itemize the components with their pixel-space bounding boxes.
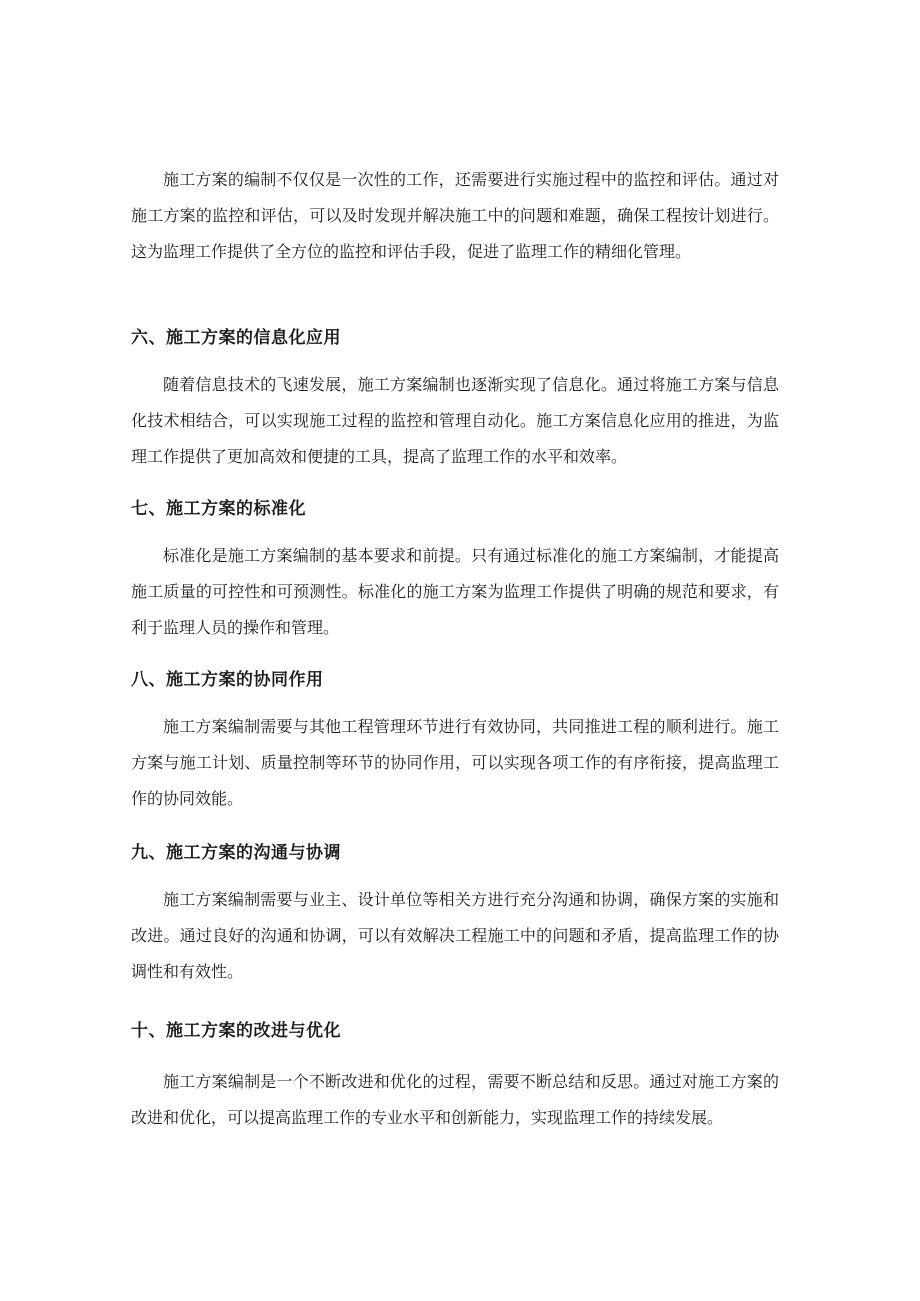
section-9 (131, 838, 779, 868)
section-heading: 六、施工方案的信息化应用 (131, 328, 341, 348)
section-6-body (131, 367, 779, 475)
section-7 (131, 494, 779, 524)
section-8 (131, 665, 779, 695)
section-heading: 七、施工方案的标准化 (131, 499, 306, 519)
section-paragraph: 随着信息技术的飞速发展，施工方案编制也逐渐实现了信息化。通过将施工方案与信息化技术相结合，可以实现施工过程的监控和管理自动化。施工方案信息化应用的推进，为监理工作提供了更加高效和便捷的工具，提高了监理工作的水平和效率。 (131, 375, 779, 466)
section-10-body (131, 1064, 779, 1136)
section-heading: 九、施工方案的沟通与协调 (131, 843, 341, 863)
section-heading: 八、施工方案的协同作用 (131, 670, 324, 690)
intro-paragraph: 施工方案的编制不仅仅是一次性的工作，还需要进行实施过程中的监控和评估。通过对施工方案的监控和评估，可以及时发现并解决施工中的问题和难题，确保工程按计划进行。这为监理工作提供了全方位的监控和评估手段，促进了监理工作的精细化管理。 (131, 170, 779, 261)
section-6 (131, 323, 779, 353)
section-heading: 十、施工方案的改进与优化 (131, 1021, 341, 1041)
section-paragraph: 施工方案编制需要与其他工程管理环节进行有效协同，共同推进工程的顺利进行。施工方案与施工计划、质量控制等环节的协同作用，可以实现各项工作的有序衔接，提高监理工作的协同效能。 (131, 717, 779, 808)
section-8-body (131, 709, 779, 817)
section-paragraph: 施工方案编制是一个不断改进和优化的过程，需要不断总结和反思。通过对施工方案的改进和优化，可以提高监理工作的专业水平和创新能力，实现监理工作的持续发展。 (131, 1072, 779, 1127)
section-paragraph: 施工方案编制需要与业主、设计单位等相关方进行充分沟通和协调，确保方案的实施和改进。通过良好的沟通和协调，可以有效解决工程施工中的问题和矛盾，提高监理工作的协调性和有效性。 (131, 890, 779, 981)
section-7-body (131, 538, 779, 646)
intro-section (131, 162, 779, 270)
section-9-body (131, 882, 779, 990)
section-paragraph: 标准化是施工方案编制的基本要求和前提。只有通过标准化的施工方案编制，才能提高施工质量的可控性和可预测性。标准化的施工方案为监理工作提供了明确的规范和要求，有利于监理人员的操作和管理。 (131, 546, 779, 637)
section-10 (131, 1016, 779, 1046)
